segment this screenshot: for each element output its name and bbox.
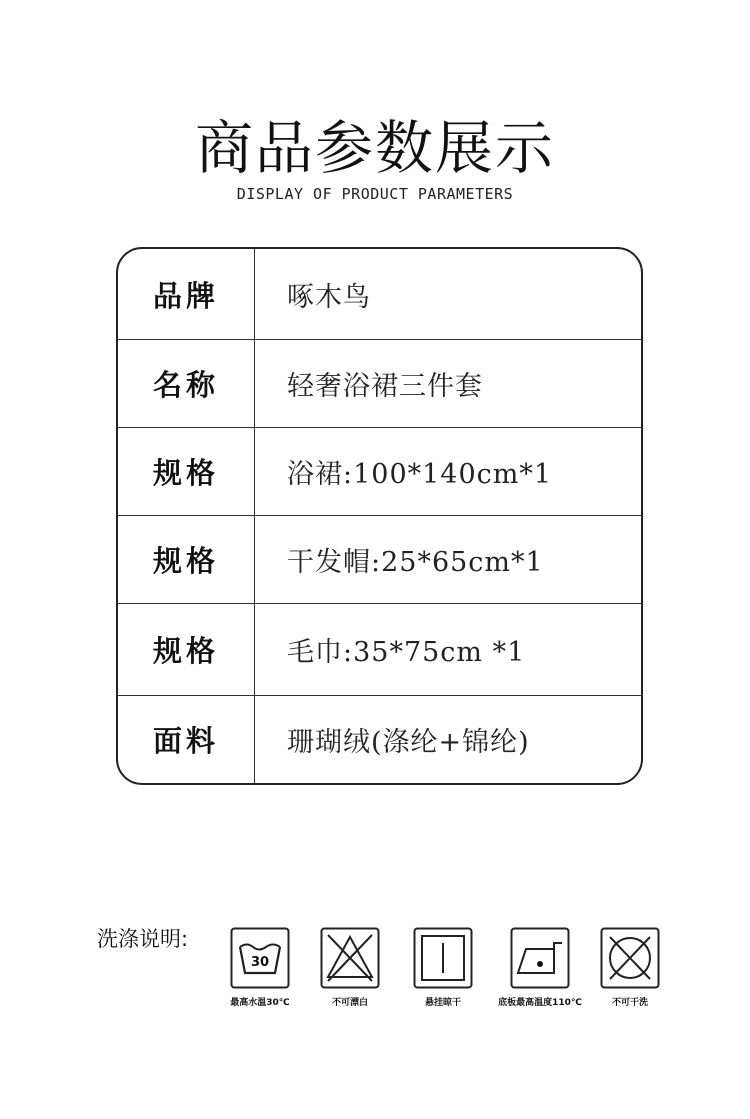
row-value: 啄木鸟	[287, 281, 371, 313]
iron-icon	[510, 927, 570, 989]
care-item-iron	[487, 927, 593, 1008]
table-row-spec	[118, 603, 641, 695]
care-caption: 最高水温30℃	[230, 998, 290, 1008]
no-dry-clean-icon	[600, 927, 660, 989]
care-caption: 底板最高温度110℃	[498, 998, 582, 1008]
care-item-bleach	[312, 927, 388, 1008]
row-label: 规格	[118, 428, 255, 515]
wash-30-icon	[230, 927, 290, 989]
table-row-material	[118, 695, 641, 783]
row-label: 名称	[118, 340, 255, 427]
table-row-spec	[118, 427, 641, 515]
row-value: 珊瑚绒(涤纶+锦纶)	[287, 727, 530, 758]
row-label: 规格	[118, 604, 255, 695]
table-row-brand	[118, 249, 641, 339]
page-subtitle: DISPLAY OF PRODUCT PARAMETERS	[236, 185, 514, 203]
care-item-dryclean	[597, 927, 663, 1008]
care-caption: 不可干洗	[611, 998, 648, 1008]
care-item-dry	[405, 927, 481, 1008]
table-row-name	[118, 339, 641, 427]
row-value: 轻奢浴裙三件套	[287, 371, 483, 402]
row-value: 干发帽:25*65cm*1	[287, 547, 544, 578]
svg-text:30: 30	[250, 955, 270, 970]
row-value: 浴裙:100*140cm*1	[287, 459, 553, 490]
row-label: 规格	[118, 516, 255, 603]
care-instructions-label: 洗涤说明:	[97, 927, 189, 951]
row-value: 毛巾:35*75cm *1	[287, 637, 526, 668]
hang-dry-icon	[413, 927, 473, 989]
table-row-spec	[118, 515, 641, 603]
care-item-wash	[222, 927, 298, 1008]
care-caption: 不可漂白	[331, 998, 368, 1008]
care-caption: 悬挂晾干	[424, 998, 461, 1008]
row-label: 品牌	[118, 249, 255, 339]
parameter-table	[116, 247, 643, 785]
page-title: 商品参数展示	[194, 114, 555, 182]
row-label: 面料	[118, 696, 255, 783]
no-bleach-icon	[320, 927, 380, 989]
